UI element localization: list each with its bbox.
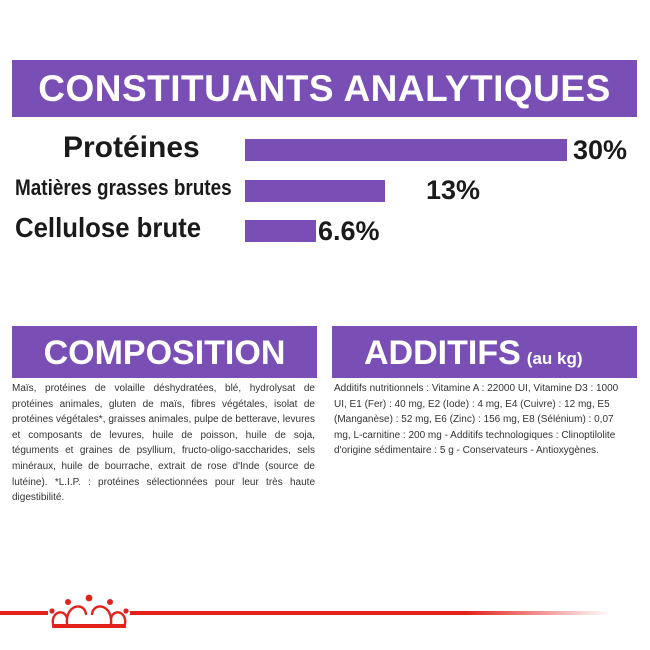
row-value-proteins: 30% [573, 135, 628, 165]
additives-title: ADDITIFS [364, 334, 521, 372]
row-label-fat: Matières grasses brutes [15, 175, 232, 200]
bar-fibre [245, 220, 316, 242]
footer-red-line-right [130, 611, 610, 615]
royal-canin-crown-icon [48, 594, 130, 630]
row-value-fat: 13% [426, 175, 481, 205]
row-label-proteins: Protéines [63, 131, 200, 164]
additives-text: Additifs nutritionnels : Vitamine A : 22000 UI, Vitamine D3 : 1000 UI, E1 (Fer) : 40 mg, E2 (Iode) : 4 mg, E4 (Cuivre) : 12 mg, E5 (Manganèse) : 52 mg, E6 (Zinc) : 156 mg, E8 (Sélénium) : 0,07 mg, L-carnitine : 200 mg - Additifs technologiques : Clinoptilolite d'origine sédimentaire : 5 g - Conservateurs - Antioxygènes. [334, 383, 619, 457]
bar-proteins [245, 139, 567, 161]
composition-banner: COMPOSITION [12, 326, 317, 378]
additives-banner [332, 326, 637, 378]
additives-unit: (au kg) [526, 349, 583, 368]
composition-text: Maïs, protéines de volaille déshydratées, blé, hydrolysat de protéines animales, gluten de maïs, fibres végétales, isolat de protéines végétales*, graisses animales, pulpe de betterave, levures et composants de levures, huile de poisson, huile de soja, téguments et graines de psyllium, fructo-oligo-saccharides, sels minéraux, huile de bourrache, extrait de rose d'Inde (source de lutéine). *L.I.P. : protéines sélectionnées pour leur très haute digestibilité. [12, 383, 315, 504]
bar-fat [245, 180, 385, 202]
analytical-constituents-banner: CONSTITUANTS ANALYTIQUES [12, 60, 637, 117]
footer-red-line-left [0, 611, 48, 615]
row-label-fibre: Cellulose brute [15, 212, 202, 243]
row-value-fibre: 6.6% [318, 216, 380, 246]
